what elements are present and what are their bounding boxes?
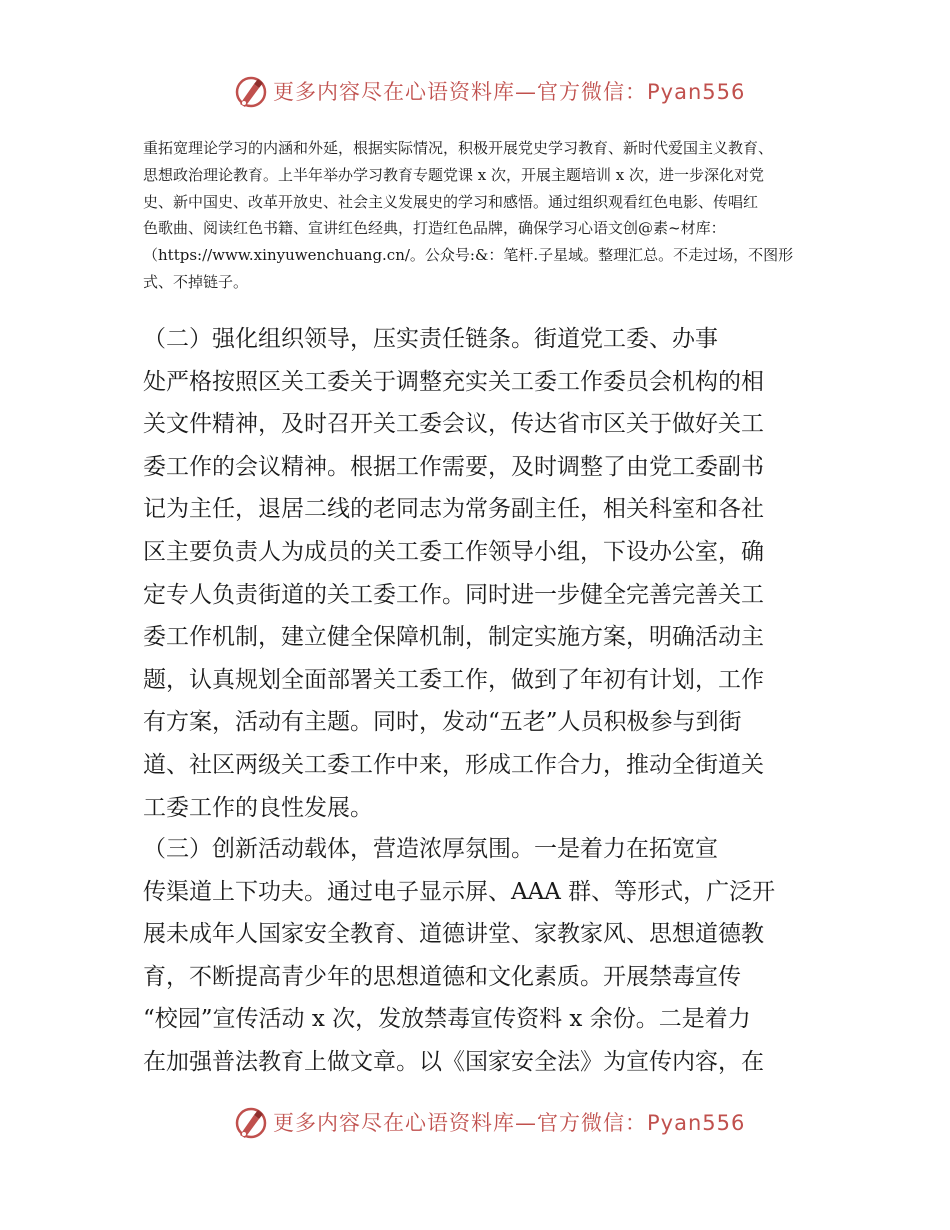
- header-banner: [0, 72, 950, 112]
- paragraph-1: [143, 135, 818, 296]
- text-line: 色歌曲、阅读红色书籍、宣讲红色经典，打造红色品牌，确保学习心语文创@素~材库：: [143, 219, 726, 238]
- text-line: 委工作机制，建立健全保障机制，制定实施方案，明确活动主: [143, 624, 764, 651]
- text-line: 区主要负责人为成员的关工委工作领导小组，下设办公室，确: [143, 538, 764, 565]
- text-line: “校园”宣传活动 x 次，发放禁毒宣传资料 x 余份。二是着力: [143, 1006, 751, 1033]
- text-line: 在加强普法教育上做文章。以《国家安全法》为宣传内容，在: [143, 1048, 764, 1075]
- text-line: （三）创新活动载体，营造浓厚氛围。一是着力在拓宽宣: [143, 836, 718, 862]
- banner-text: 更多内容尽在心语资料库—官方微信：Pyan556: [273, 1111, 746, 1135]
- paragraph-3: [143, 828, 818, 1084]
- text-line: 传渠道上下功夫。通过电子显示屏、AAA 群、等形式，广泛开: [143, 878, 776, 905]
- text-line: 道、社区两级关工委工作中来，形成工作合力，推动全街道关: [143, 751, 764, 778]
- text-line: 育，不断提高青少年的思想道德和文化素质。开展禁毒宣传: [143, 963, 741, 990]
- text-line: 工委工作的良性发展。: [143, 794, 373, 821]
- text-line: 处严格按照区关工委关于调整充实关工委工作委员会机构的相: [143, 368, 764, 395]
- text-line: 史、新中国史、改革开放史、社会主义发展史的学习和感悟。通过组织观看红色电影、传唱红: [143, 192, 759, 211]
- paragraph-2: [143, 318, 818, 829]
- text-line: （https://www.xinyuwenchuang.cn/。公众号:&：笔杆.子星域。整理汇总。不走过场，不图形: [143, 246, 794, 265]
- banner-text: 更多内容尽在心语资料库—官方微信：Pyan556: [273, 80, 746, 104]
- text-line: 重拓宽理论学习的内涵和外延，根据实际情况，积极开展党史学习教育、新时代爱国主义教育、: [143, 139, 774, 157]
- text-line: 题，认真规划全面部署关工委工作，做到了年初有计划，工作: [143, 666, 764, 693]
- text-line: 有方案，活动有主题。同时，发动“五老”人员积极参与到街: [143, 709, 742, 736]
- text-line: 关文件精神，及时召开关工委会议，传达省市区关于做好关工: [143, 411, 764, 438]
- footer-banner: [0, 1103, 950, 1143]
- pen-logo-icon: [233, 1105, 269, 1141]
- text-line: 定专人负责街道的关工委工作。同时进一步健全完善完善关工: [143, 581, 764, 608]
- text-line: 式、不掉链子。: [143, 272, 249, 291]
- text-line: 思想政治理论教育。上半年举办学习教育专题党课 x 次，开展主题培训 x 次，进一步深化对党: [143, 165, 764, 184]
- pen-logo-icon: [233, 74, 269, 110]
- text-line: 记为主任，退居二线的老同志为常务副主任，相关科室和各社: [143, 496, 764, 523]
- text-line: 展未成年人国家安全教育、道德讲堂、家教家风、思想道德教: [143, 921, 764, 948]
- text-line: 委工作的会议精神。根据工作需要，及时调整了由党工委副书: [143, 453, 764, 480]
- text-line: （二）强化组织领导，压实责任链条。街道党工委、办事: [143, 326, 718, 352]
